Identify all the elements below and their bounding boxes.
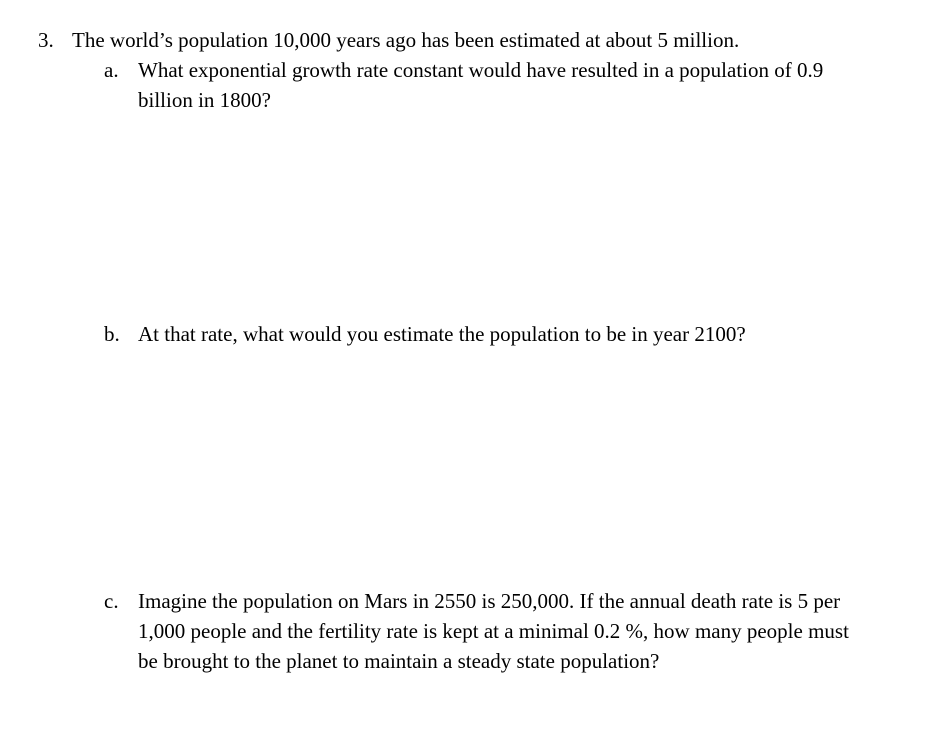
part-c-text: Imagine the population on Mars in 2550 is 250,000. If the annual death rate is 5 per 1,000 people and the fertility rate is kept at a minimal 0.2 %, how many people must be brought to the planet to maintain a steady state population? [138, 589, 849, 673]
part-b-label: b. [104, 322, 120, 346]
part-a-label: a. [104, 58, 119, 82]
problem-text: The world’s population 10,000 years ago has been estimated at about 5 million. [72, 28, 740, 52]
part-c-label: c. [104, 589, 119, 613]
part-b-text: At that rate, what would you estimate the population to be in year 2100? [138, 322, 746, 346]
problem-number: 3. [38, 28, 54, 52]
part-a-text: What exponential growth rate constant would have resulted in a population of 0.9 billion in 1800? [138, 58, 824, 112]
